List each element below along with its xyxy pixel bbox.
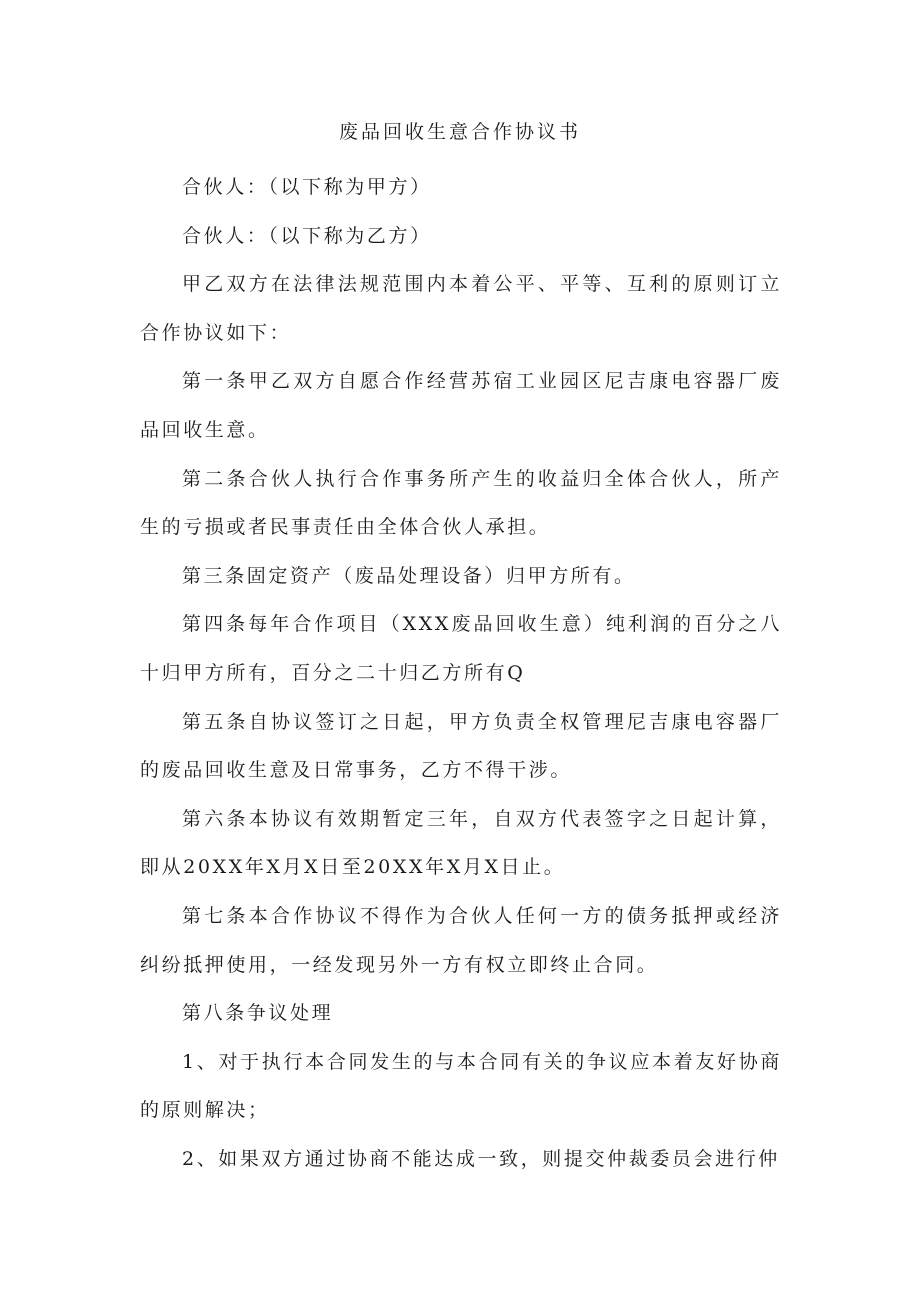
article-8-item-2: 2、如果双方通过协商不能达成一致，则提交仲裁委员会进行仲 — [182, 1147, 780, 1170]
article-2: 第二条合伙人执行合作事务所产生的收益归全体合伙人，所产生的亏损或者民事责任由全体合伙人承担。 — [140, 467, 782, 539]
article-8-item-1: 1、对于执行本合同发生的与本合同有关的争议应本着友好协商的原则解决； — [140, 1050, 782, 1122]
article-3: 第三条固定资产（废品处理设备）归甲方所有。 — [182, 564, 636, 587]
article-4: 第四条每年合作项目（XXX废品回收生意）纯利润的百分之八十归甲方所有，百分之二十归乙方所有Q — [140, 613, 782, 684]
article-7: 第七条本合作协议不得作为合伙人任何一方的债务抵押或经济纠纷抵押使用，一经发现另外一方有权立即终止合同。 — [140, 904, 782, 976]
agreement-intro: 甲乙双方在法律法规范围内本着公平、平等、互利的原则订立合作协议如下： — [140, 273, 782, 344]
article-6: 第六条本协议有效期暂定三年，自双方代表签字之日起计算，即从20XX年X月X日至20XX年X月X日止。 — [140, 807, 782, 879]
document-body — [140, 163, 782, 1183]
article-1: 第一条甲乙双方自愿合作经营苏宿工业园区尼吉康电容器厂废品回收生意。 — [140, 370, 782, 441]
party-b-line: 合伙人：（以下称为乙方） — [182, 224, 432, 247]
document-title: 废品回收生意合作协议书 — [338, 121, 581, 143]
party-a-line: 合伙人：（以下称为甲方） — [182, 176, 432, 198]
article-8-heading: 第八条争议处理 — [182, 1002, 334, 1025]
article-5: 第五条自协议签订之日起，甲方负责全权管理尼吉康电容器厂的废品回收生意及日常事务，乙方不得干涉。 — [140, 710, 782, 782]
